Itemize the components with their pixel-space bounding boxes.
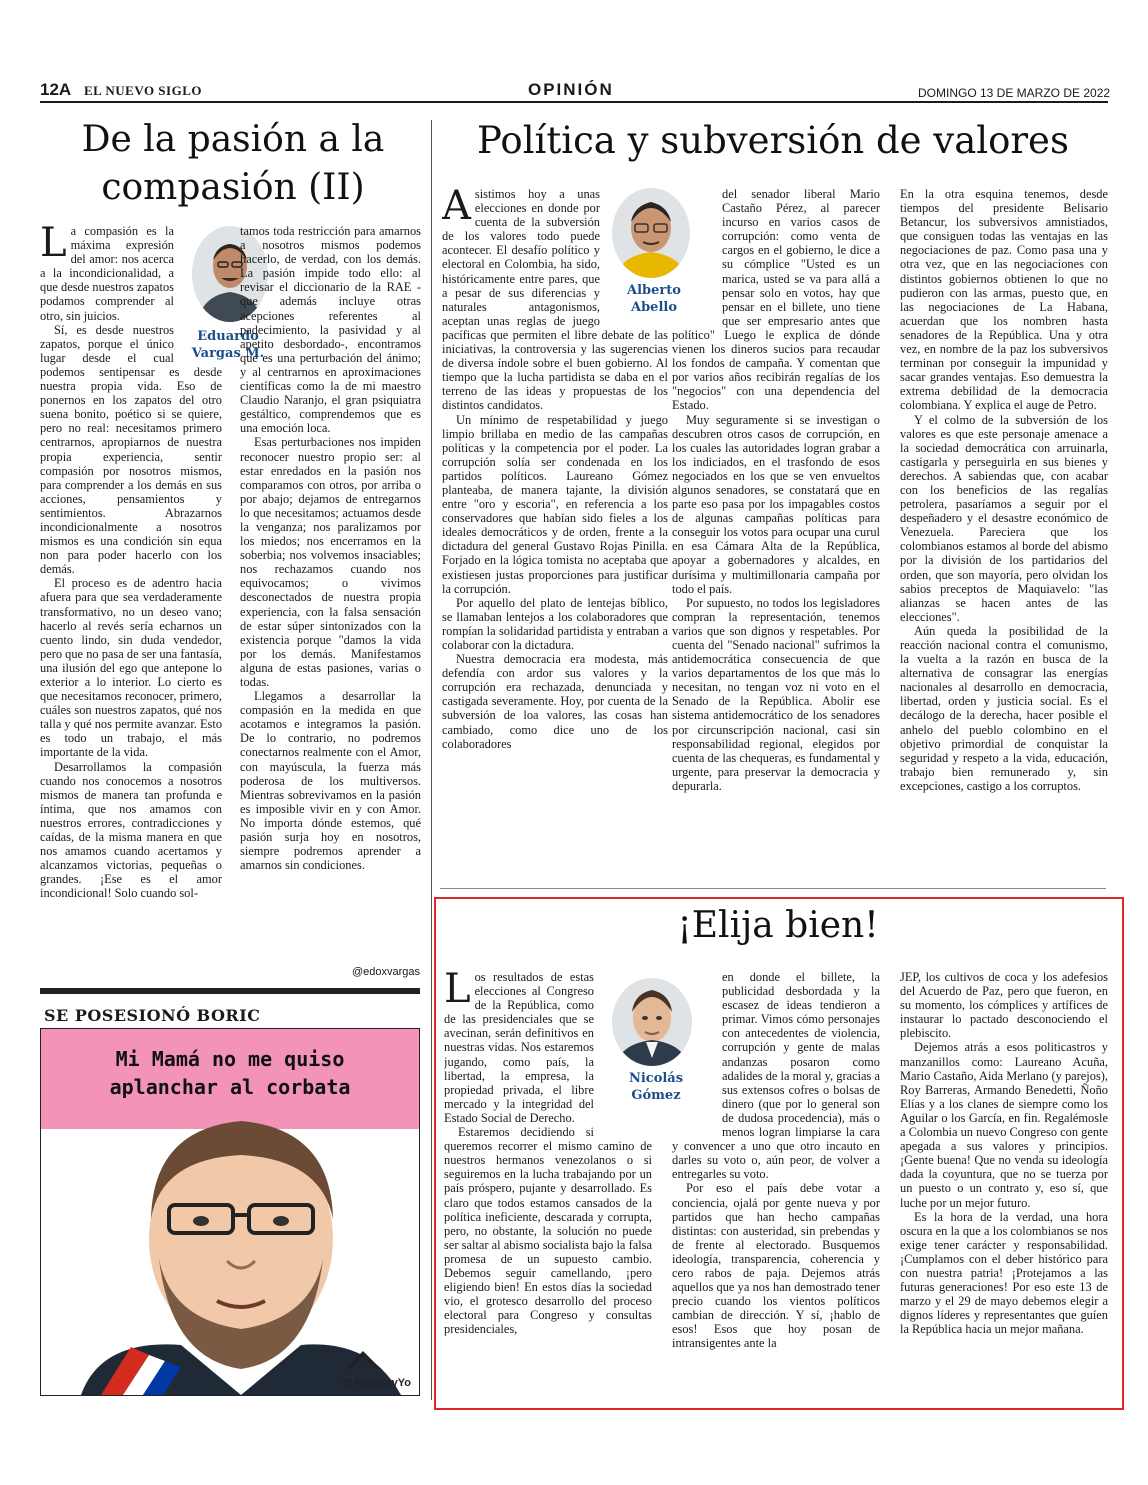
dropcap: L [444,970,471,1012]
newspaper-name: EL NUEVO SIGLO [84,83,202,98]
article2-bottom-rule [440,888,1106,889]
article1-title: De la pasión a la compasión (II) [81,119,385,208]
article2-title: Política y subversión de valores [477,119,1069,162]
dropcap: L [40,224,67,266]
header-rule [40,101,1108,103]
cartoon-label: SE POSESIONÓ BORIC [44,1006,261,1025]
article2-column-1: A sistimos hoy a unas elecciones en donde por cuenta de la subversión de los valores todo puede acontecer. El desafío político y electoral en Colombia, ha sido, históricamente entre pares, que a pesar de sus diferencias y naturales antagonismos, aceptan unas reglas de juego pacíficas que permiten el libre debate de las iniciativas, la controversia y las sugerencias de diversa índole sobre el buen gobierno. Al tiempo que la lucha partidista se daba en el terreno de las ideas y propuestas de los distintos candidatos. Un mínimo de respetabilidad y juego limpio brillaba en medio de las campañas políticas y la competencia por el poder. La corrupción solía ser condenada en los partidos políticos. Laureano Gómez planteaba, de manera tajante, la división entre "oro y escoria", en referencia a los conservadores que habían sido fieles a los ideales democráticos y de orden, frente a la dictadura del general Gustavo Rojas Pinilla. Forjado en la lógica tomista no aceptaba que existiesen justas proporciones para justificar la corrupción. Por aquello del plato de lentejas bíblico, se llamaban lentejos a los colaboradores que rompían la solidaridad partidista y entraban a colaborar con la dictadura. Nuestra democracia era modesta, más defendía con ardor sus valores y la corrupción era rechazada, denunciada y castigada severamente. Hoy, por cuenta de la subversión de loa valores, las cosas han cambiado, como dice uno de los colaboradores [442,187,668,751]
article1-column-2: tamos toda restricción para amarnos a nosotros mismos podemos hacerlo, de verdad, con los demás. La pasión impide todo ello: al revisar el diccionario de la RAE -que además incluye otras acepciones referentes al padecimiento, la pasividad y al apetito desbordado-, encontramos que es una perturbación del ánimo; y al centrarnos en aproximaciones científicas como la de mi maestro Claudio Naranjo, el gran psiquiatra gestáltico, comprendemos que es una emoción loca. Esas perturbaciones nos impiden reconocer nuestro propio ser: al estar enredados en la pasión nos comparamos con otros, por arriba o por abajo; dejamos de entregarnos lo que necesitamos; actuamos desde la venganza; nos paralizamos por los miedos; nos encerramos en la soberbia; nos volvemos insaciables; nos rechazamos cuando nos equivocamos; o vivimos desconectados de nuestra propia experiencia, con la falsa sensación de estar súper sintonizados con la existencia porque "damos la vida por los demás. Manifestamos alguna de estas pasiones, varias o todas. Llegamos a desarrollar la compasión en la medida en que acotamos e integramos la pasión. De lo contrario, no podremos conectarnos realmente con el Amor, con mayúscula, la fuerza más poderosa de los multiversos. Mientras sobrevivamos en la pasión es imposible vivir en y con Amor. No importa dónde estemos, qué pasión surja hoy en nosotros, siempre podremos aprender a amarnos sin condiciones. [240,224,421,873]
cartoon-illustration [41,1029,419,1395]
article2-column-2: del senador liberal Mario Castaño Pérez, al parecer incurso en varios casos de corrupción: como venta de cargos en el gobierno, le dice a su cómplice "Usted es un marica, usted se va para allá a pensar solo en votos, hay que pensar en el billete, uno tiene que ser empresario antes que político" Luego le explica de dónde vienen los dineros sucios para recaudar los fondos de campaña. Y comentan que por varios años recibirán regalías de los "negocios" con una dependencia del Estado. Muy seguramente si se investigan o descubren otros casos de corrupción, en los cuales las autoridades logran grabar a los indiciados, en el trasfondo de esos negociados en los que se ven envueltos algunos senadores, se constatará que en parte eso pasa por los impagables costos de algunas campañas políticas para conseguir los votos para ocupar una curul en esa Cámara Alta de la República, apoyar a gobernadores y alcaldes, en durísima y multimillonaria campaña por todo el país. Por supuesto, no todos los legisladores compran la representación, tenemos varios que son dignos y respetables. Por cuenta del "Senado nacional" sufrimos la antidemocrática consecuencia de que varios departamentos de los que más lo necesitan, no tengan voz ni voto en el Senado de la República. Abolir ese sistema antidemocrático de los senadores por circunscripción nacional, casi sin responsabilidad regional, elegidos por cuenta de las chequeras, es fundamental y urgente, para preservar la democracia y depurarla. [672,187,880,793]
column-divider [431,120,432,1400]
article2-column-3: En la otra esquina tenemos, desde tiempos del presidente Belisario Betancur, los subversivos amnistiados, que consiguen todas las ventajas en las negociaciones de paz. Como pasa una y otra vez, que en las negociaciones con distintos gobiernos obtienen lo que no pudieron con las armas, puesto que, en las negociaciones de La Habana, acuerdan que los nombren hasta senadores de la República. Una y otra vez, en nombre de la paz los subversivos terminan por conseguir la impunidad y sacar grandes ventajas. Eso demuestra la extrema debilidad de la democracia colombiana. Y explica el auge de Petro. Y el colmo de la subversión de los valores es que este personaje amenace a la sociedad democrática con arruinarla, castigarla y perseguirla en sus bienes y derechos. A sabiendas que, con acabar con los beneficios de las regalías petrolera, pasaríamos a seguir por el despeñadero y el desastre económico de Venezuela. Pareciera que los colombianos estamos al borde del abismo por la división de los partidarios del orden, que son mayoría, pero olvidan los sabios preceptos de Maquiavelo: "las alianzas se hacen antes de las elecciones". Aún queda la posibilidad de la reacción nacional contra el comunismo, la vuelta a la razón en busca de la alternativa de consagrar las energías nacionales al desarrollo en democracia, libertad, orden y justicia social. Es el decálogo de la derecha, hacer posible el anhelo del pueblo colombino en el objetivo primordial de conquistar la seguridad y respeto a la vida, educación, trabajo bien remunerado y, sin excepciones, castigo a los corruptos. [900,187,1108,793]
issue-date: DOMINGO 13 DE MARZO DE 2022 [918,86,1111,100]
author-name-alberto: Alberto Abello [627,283,681,315]
cartoonist-signature: @AlfinSoyYo [342,1377,411,1389]
cartoon-top-rule [40,988,420,994]
author-handle: @edoxvargas [352,966,421,978]
cartoon [40,1028,420,1396]
article3-title: ¡Elija bien! [677,905,879,946]
article1-column-1: L a compasión es la máxima expresión del amor: nos acerca a la incondicionalidad, a que desde nuestros zapatos podamos comprender al otro, sin juicios. Sí, es desde nuestros zapatos, porque el único lugar desde el cual podemos sentipensar es desde nuestra propia vida. Eso de ponernos en los zapatos del otro suena bonito, poético si se quiere, pero no real: necesitamos primero centrarnos, apropiarnos de nuestra propia experiencia, sentir compasión por nosotros mismos, para comprender a los demás en sus acciones, pensamientos y sentimientos. Abrazarnos incondicionalmente a nosotros mismos es una condición sin equa non para poder hacerlo con los demás. El proceso es de adentro hacia afuera para que sea verdaderamente transformativo, no un deseo vano; hacerlo al revés sería echarnos un cuento lindo, sin duda vendedor, pero que no pasa de ser una fantasía, una ilusión del ego que antepone lo exterior a lo interior. Lo cierto es que necesitamos reconocer, primero, cuáles son nuestros zapatos, qué nos talla y qué nos permite avanzar. Esto es todo un trabajo, el más importante de la vida. Desarrollamos la compasión cuando nos conocemos a nosotros mismos de manera tan profunda e íntima, que nos amamos con nuestros errores, contradicciones y caídas, de la misma manera en que nos amamos cuando acertamos y alcanzamos victorias, pequeñas o grandes. ¡Ese es el amor incondicional! Solo cuando sol- [40,224,222,901]
article3-column-2: en donde el billete, la publicidad desbordada y la escasez de ideas tendieron a primar. Vimos cómo personajes con antecedentes de violencia, corrupción y gente de malas andanzas posaron como adalides de la moral y, gracias a sus extensos cofres o bolsas de dinero (que por lo general son de dudosa procedencia), más o menos logran limpiarse la cara y convencer a uno que otro incauto en darles su voto o, aún peor, de volver a entregarles su voto. Por eso el país debe votar a conciencia, ojalá por gente nueva y por partidos que han hecho campañas distintas: con austeridad, sin prebendas y de frente al electorado. Busquemos ideología, transparencia, coherencia y cero rabos de paja. Dejemos atrás aquellos que ya nos han demostrado tener precio cuando los vientos políticos cambian de dirección. Y sí, ¡hablo de esos! Esos que hoy posan de intransigentes ante la [672,970,880,1351]
page-number: 12A [40,80,72,99]
article3-column-1: L os resultados de estas elecciones al Congreso de la República, como de las presidenciales que se avecinan, serán definitivos en nuestras vidas. Nos estaremos jugando, como país, la libertad, la empresa, la propiedad privada, el libre mercado y la integridad del Estado Social de Derecho. Estaremos decidiendo si queremos recorrer el mismo camino de nuestros hermanos venezolanos o si seguiremos en la lucha trabajando por un país próspero, pujante y desarrollado. Es claro que todos estamos cansados de la política ineficiente, descarada y corrupta, pero, no obstante, la solución no puede ser saltar al abismo socialista bajo la falsa promesa de un supuesto cambio. Debemos seguir camellando, ¡pero eligiendo bien! En estos días la sociedad vio, el grotesco desarrollo del proceso electoral para Congreso y consultas presidenciales, [444,970,652,1337]
article3-column-3: JEP, los cultivos de coca y los adefesios del Acuerdo de Paz, pero que fueron, en su momento, los cómplices y artífices de instaurar lo pactado desconociendo el plebiscito. Dejemos atrás a esos politicastros y manzanillos como: Laureano Acuña, Mario Castaño, Aida Merlano (y parejos), Roy Barreras, Armando Benedetti, Ñoño Elías y a los clanes de siempre como los Aguilar o los García, en fin. Regalémosle a Colombia un nuevo Congreso con gente apegada a sus valores y principios. ¡Gente buena! Que no venda su ideología dada la coyuntura, que no se tuerza por un puesto o un contrato y, eso sí, que luche por un mejor futuro. Es la hora de la verdad, una hora oscura en la que a los colombianos se nos exige tener carácter y responsabilidad. ¡Cumplamos con el deber histórico para con nuestra patria! ¡Protejamos a las futuras generaciones! Por eso este 13 de marzo y el 29 de mayo debemos elegir a dignos líderes y representantes que guíen la República hacia un mejor mañana. [900,970,1108,1337]
dropcap: A [442,187,471,229]
cartoon-caption: Mi Mamá no me quiso aplanchar al corbata [109,1047,351,1099]
section-title: OPINIÓN [528,80,614,99]
author-name-nicolas: Nicolás Gómez [628,1071,684,1103]
author-name-eduardo: Eduardo Vargas M. [191,329,265,361]
